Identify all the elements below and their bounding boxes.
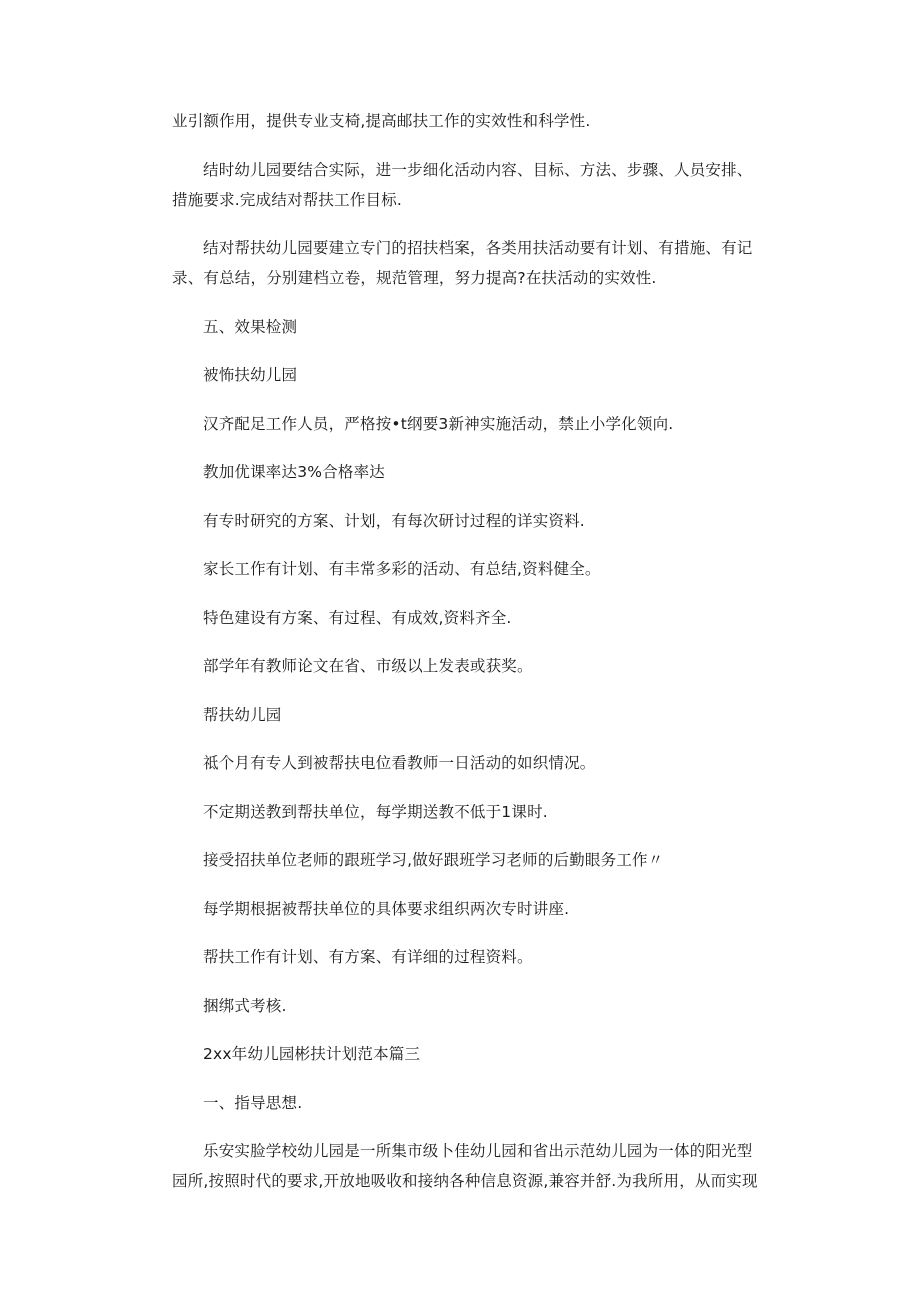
list-item — [172, 942, 744, 972]
paragraph-introduction — [172, 1136, 758, 1196]
section-title-part-three — [172, 1039, 744, 1069]
text-line: 祗个月有专人到被帮扶电位看教师一日活动的如织情况。 — [203, 754, 596, 772]
text-line: 接受招扶单位老师的跟班学习,做好跟班学习老师的后勤眼务工作〃 — [203, 851, 664, 869]
document-body — [172, 106, 758, 1215]
list-item — [172, 409, 744, 439]
text-line: 每学期根据被帮扶单位的具体要求组织两次专时讲座. — [203, 899, 570, 918]
text-line: 不定期送教到帮扶单位，每学期送教不低于1课时. — [203, 802, 548, 821]
list-item — [172, 797, 744, 827]
text-line: 帮扶工作有计划、有方案、有详细的过程资料。 — [203, 948, 533, 966]
text-line: 业引额作用，提供专业支椅,提高邮扶工作的实效性和科学性. — [172, 112, 591, 130]
list-item — [172, 651, 744, 681]
text-line: 捆绑式考核. — [203, 996, 287, 1015]
text-line: 2xx年幼儿园彬扶计划范本篇三 — [203, 1045, 421, 1063]
section-heading-guiding-thought — [172, 1088, 744, 1118]
text-line: 结对帮扶幼儿园要建立专门的招扶档案，各类用扶活动要有计划、有措施、有记 — [203, 239, 753, 257]
list-item — [172, 506, 744, 536]
text-line: 园所,按照时代的要求,开放地吸收和接纳各种信息资源,兼容并舒.为我所用，从而实现 — [172, 1172, 758, 1190]
text-line: 部学年有教师论文在省、市级以上发表或获奖。 — [203, 657, 533, 675]
text-line: 结时幼儿园要结合实际，进一步细化活动内容、目标、方法、步骤、人员安排、 — [203, 160, 753, 179]
subheading-assisted-kindergarten — [172, 360, 744, 390]
text-line: 家长工作有计划、有丰常多彩的活动、有总结,资料健全。 — [203, 560, 601, 578]
text-line: 录、有总结，分别建档立卷，规范管理，努力提高?在扶活动的实效性. — [172, 269, 657, 287]
paragraph-continuation — [172, 106, 744, 136]
text-line: 帮扶幼儿园 — [203, 705, 282, 724]
text-line: 被怖扶幼儿园 — [203, 366, 298, 384]
list-item — [172, 991, 744, 1021]
text-line: 教加优课率达3%合格率达 — [203, 463, 385, 481]
paragraph-archives — [172, 233, 753, 293]
list-item — [172, 894, 744, 924]
text-line: 乐安实脸学校幼儿园是一所集市级卜佳幼儿园和省出示范幼儿园为一体的阳光型 — [203, 1142, 753, 1160]
list-item — [172, 457, 744, 487]
text-line: 五、效果检测 — [203, 317, 298, 336]
list-item — [172, 554, 744, 584]
text-line: 一、指导思想. — [203, 1093, 303, 1112]
list-item — [172, 845, 744, 875]
subheading-helping-kindergarten — [172, 700, 744, 730]
paragraph-combine-reality — [172, 155, 753, 215]
list-item — [172, 603, 744, 633]
text-line: 有专时研究的方案、计划，有每次研讨过程的详实资料. — [203, 511, 585, 530]
list-item — [172, 748, 744, 778]
text-line: 特色建设有方案、有过程、有成效,资料齐全. — [203, 608, 512, 627]
section-heading-effect-check — [172, 312, 744, 342]
text-line: 汉齐配足工作人员，严格按•t纲要3新神实施活动，禁止小学化领向. — [203, 414, 674, 433]
text-line: 措施要求.完成结对帮扶工作目标. — [172, 190, 403, 209]
